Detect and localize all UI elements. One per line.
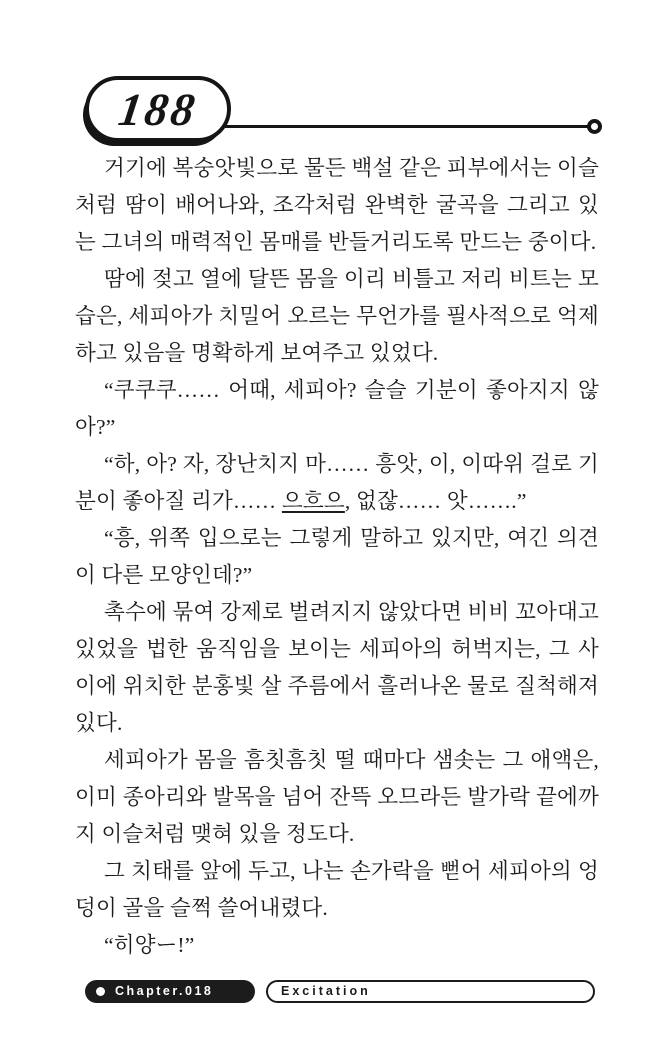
paragraph: 땀에 젖고 열에 달뜬 몸을 이리 비틀고 저리 비트는 모습은, 세피아가 치밀어 오르는 무언가를 필사적으로 억제하고 있음을 명확하게 보여주고 있었다. bbox=[75, 267, 599, 365]
chapter-label: Chapter.018 bbox=[115, 984, 214, 998]
page-footer bbox=[85, 979, 595, 1003]
paragraph: 그 치태를 앞에 두고, 나는 손가락을 뻗어 세피아의 엉덩이 골을 슬쩍 쓸어내렸다. bbox=[75, 859, 599, 920]
section-label: Excitation bbox=[281, 984, 371, 998]
paragraph: 거기에 복숭앗빛으로 물든 백설 같은 피부에서는 이슬처럼 땀이 배어나와, 조각처럼 완벽한 굴곡을 그리고 있는 그녀의 매력적인 몸매를 반들거리도록 만드는 중이다. bbox=[75, 156, 599, 254]
paragraph: 세피아가 몸을 흠칫흠칫 떨 때마다 샘솟는 그 애액은, 이미 종아리와 발목을 넘어 잔뜩 오므라든 발가락 끝에까지 이슬처럼 맺혀 있을 정도다. bbox=[75, 748, 599, 846]
paragraph: 촉수에 묶여 강제로 벌려지지 않았다면 비비 꼬아대고 있었을 법한 움직임을 보이는 세피아의 허벅지는, 그 사이에 위치한 분홍빛 살 주름에서 흘러나온 물로 질척해져 있다. bbox=[75, 600, 599, 735]
body-text bbox=[75, 150, 599, 964]
section-badge bbox=[266, 980, 595, 1003]
header-ring-icon bbox=[587, 119, 602, 134]
page-number-badge bbox=[85, 76, 231, 142]
paragraph: “흥, 위쪽 입으로는 그렇게 말하고 있지만, 여긴 의견이 다른 모양인데?” bbox=[75, 526, 599, 587]
page-header bbox=[85, 74, 602, 142]
paragraph: “히양ー!” bbox=[104, 933, 195, 957]
header-rule-line bbox=[215, 125, 590, 128]
paragraph: “쿠쿠쿠…… 어때, 세피아? 슬슬 기분이 좋아지지 않아?” bbox=[75, 378, 599, 439]
chapter-badge bbox=[85, 980, 255, 1003]
paragraph: “하, 아? 자, 장난치지 마…… 흥앗, 이, 이따위 걸로 기분이 좋아질 리가…… 으흐으, 없잖…… 앗…….” bbox=[75, 452, 599, 513]
chapter-dot-icon bbox=[96, 987, 105, 996]
page-number: 188 bbox=[115, 83, 201, 135]
